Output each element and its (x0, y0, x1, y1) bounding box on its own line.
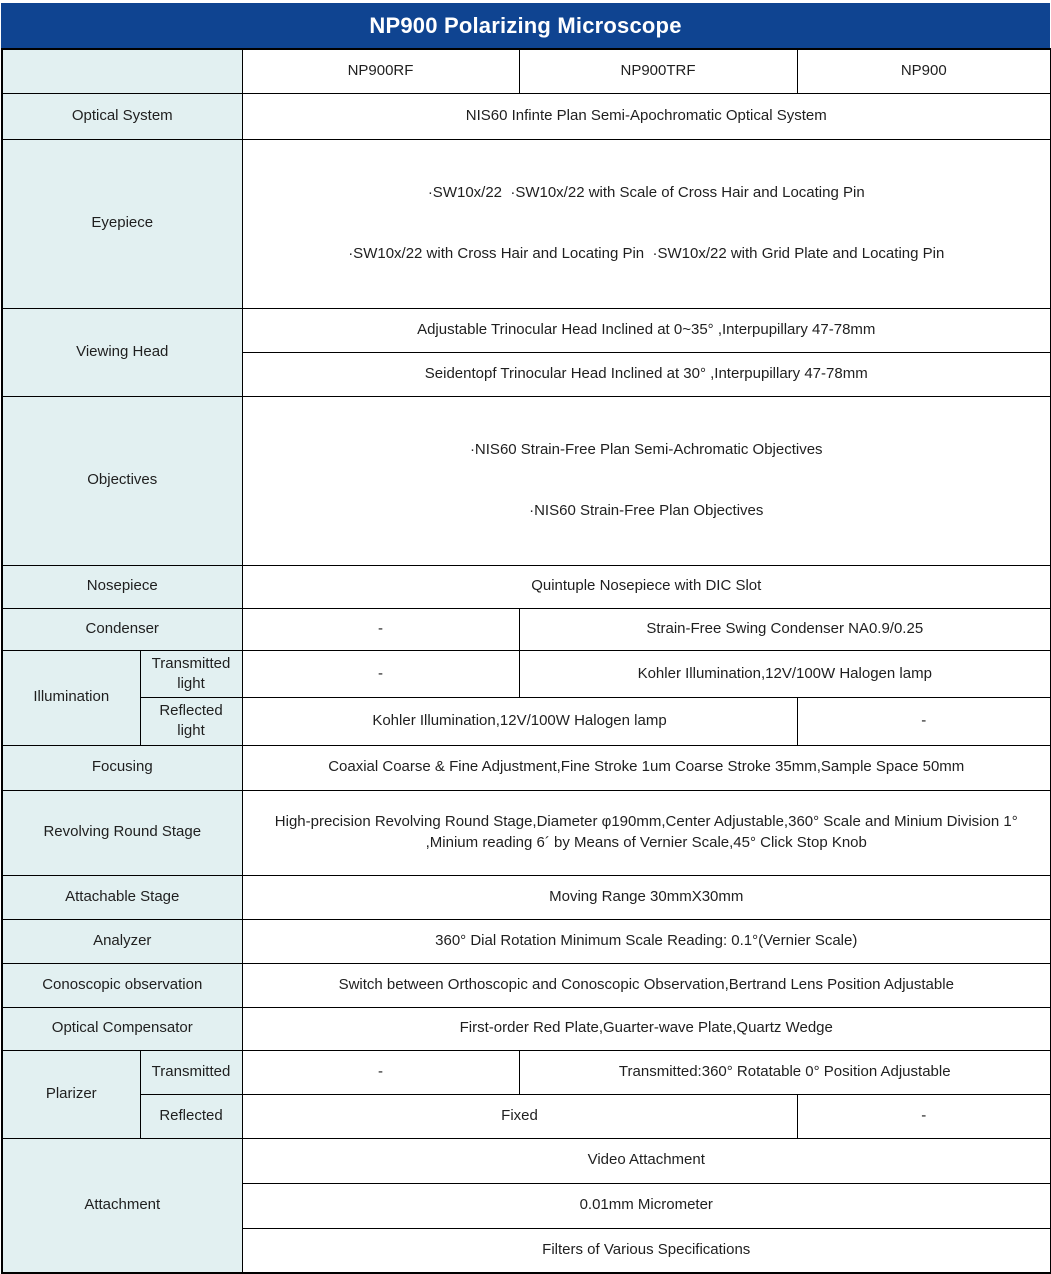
row-label-illumination: Illumination (2, 650, 140, 745)
row-label-analyzer: Analyzer (2, 919, 242, 963)
row-label-revolving-round-stage: Revolving Round Stage (2, 790, 242, 875)
row-label-conoscopic-observation: Conoscopic observation (2, 963, 242, 1007)
model-header-np900trf: NP900TRF (519, 49, 797, 93)
row-label-optical-compensator: Optical Compensator (2, 1007, 242, 1050)
illumination-transmitted-np900rf: - (242, 650, 519, 698)
viewing-head-value-2: Seidentopf Trinocular Head Inclined at 30° ,Interpupillary 47-78mm (242, 352, 1051, 396)
condenser-value-np900trf-np900: Strain-Free Swing Condenser NA0.9/0.25 (519, 608, 1051, 650)
table-row-plarizer-reflected (2, 1094, 1051, 1138)
row-label-attachment: Attachment (2, 1138, 242, 1273)
table-row-eyepiece (2, 139, 1051, 308)
viewing-head-value-1: Adjustable Trinocular Head Inclined at 0~35° ,Interpupillary 47-78mm (242, 308, 1051, 352)
illumination-reflected-np900: - (797, 698, 1051, 746)
row-label-condenser: Condenser (2, 608, 242, 650)
model-header-np900: NP900 (797, 49, 1051, 93)
plarizer-reflected-np900rf-np900trf: Fixed (242, 1094, 797, 1138)
row-sublabel-reflected-light: Reflected light (140, 698, 242, 746)
condenser-value-np900rf: - (242, 608, 519, 650)
objectives-value-line1: ·NIS60 Strain-Free Plan Semi-Achromatic Objectives (469, 441, 823, 458)
row-sublabel-plarizer-transmitted: Transmitted (140, 1050, 242, 1094)
attachable-stage-value: Moving Range 30mmX30mm (242, 875, 1051, 919)
plarizer-transmitted-np900rf: - (242, 1050, 519, 1094)
row-label-eyepiece: Eyepiece (2, 139, 242, 308)
illumination-reflected-np900rf-np900trf: Kohler Illumination,12V/100W Halogen lamp (242, 698, 797, 746)
row-sublabel-plarizer-reflected: Reflected (140, 1094, 242, 1138)
attachment-value-2: 0.01mm Micrometer (242, 1183, 1051, 1228)
table-row-attachable-stage (2, 875, 1051, 919)
objectives-value (242, 396, 1051, 565)
plarizer-reflected-np900: - (797, 1094, 1051, 1138)
optical-system-value: NIS60 Infinte Plan Semi-Apochromatic Optical System (242, 93, 1051, 139)
table-row-conoscopic-observation (2, 963, 1051, 1007)
nosepiece-value: Quintuple Nosepiece with DIC Slot (242, 565, 1051, 608)
eyepiece-value-line2: ·SW10x/22 with Cross Hair and Locating Pin ·SW10x/22 with Grid Plate and Locating Pin (348, 244, 945, 262)
table-row-optical-system (2, 93, 1051, 139)
revolving-round-stage-value: High-precision Revolving Round Stage,Diameter φ190mm,Center Adjustable,360° Scale and Minium Division 1° ,Minium reading 6´ by Means of Vernier Scale,45° Click Stop Knob (242, 790, 1051, 875)
spec-sheet (1, 3, 1050, 1274)
objectives-value-line2: ·NIS60 Strain-Free Plan Objectives (529, 501, 764, 519)
table-row-illumination-reflected (2, 698, 1051, 746)
table-row-models (2, 49, 1051, 93)
row-label-nosepiece: Nosepiece (2, 565, 242, 608)
table-row-nosepiece (2, 565, 1051, 608)
conoscopic-observation-value: Switch between Orthoscopic and Conoscopic Observation,Bertrand Lens Position Adjustable (242, 963, 1051, 1007)
table-row-attachment-1 (2, 1138, 1051, 1183)
model-header-empty-cell (2, 49, 242, 93)
spec-table (1, 48, 1051, 1274)
analyzer-value: 360° Dial Rotation Minimum Scale Reading: 0.1°(Vernier Scale) (242, 919, 1051, 963)
illumination-transmitted-np900trf-np900: Kohler Illumination,12V/100W Halogen lamp (519, 650, 1051, 698)
plarizer-transmitted-np900trf-np900: Transmitted:360° Rotatable 0° Position Adjustable (519, 1050, 1051, 1094)
row-label-viewing-head: Viewing Head (2, 308, 242, 396)
attachment-value-3: Filters of Various Specifications (242, 1228, 1051, 1273)
focusing-value: Coaxial Coarse & Fine Adjustment,Fine Stroke 1um Coarse Stroke 35mm,Sample Space 50mm (242, 745, 1051, 790)
row-label-attachable-stage: Attachable Stage (2, 875, 242, 919)
table-row-analyzer (2, 919, 1051, 963)
optical-compensator-value: First-order Red Plate,Guarter-wave Plate,Quartz Wedge (242, 1007, 1051, 1050)
row-label-focusing: Focusing (2, 745, 242, 790)
table-row-objectives (2, 396, 1051, 565)
table-row-focusing (2, 745, 1051, 790)
row-label-plarizer: Plarizer (2, 1050, 140, 1138)
table-row-condenser (2, 608, 1051, 650)
table-row-illumination-transmitted (2, 650, 1051, 698)
row-label-objectives: Objectives (2, 396, 242, 565)
table-row-revolving-round-stage (2, 790, 1051, 875)
table-row-plarizer-transmitted (2, 1050, 1051, 1094)
eyepiece-value (242, 139, 1051, 308)
table-row-viewing-head-1 (2, 308, 1051, 352)
model-header-np900rf: NP900RF (242, 49, 519, 93)
row-label-optical-system: Optical System (2, 93, 242, 139)
page-title: NP900 Polarizing Microscope (1, 3, 1050, 48)
row-sublabel-transmitted-light: Transmitted light (140, 650, 242, 698)
table-row-optical-compensator (2, 1007, 1051, 1050)
eyepiece-value-line1: ·SW10x/22 ·SW10x/22 with Scale of Cross Hair and Locating Pin (427, 184, 865, 201)
attachment-value-1: Video Attachment (242, 1138, 1051, 1183)
